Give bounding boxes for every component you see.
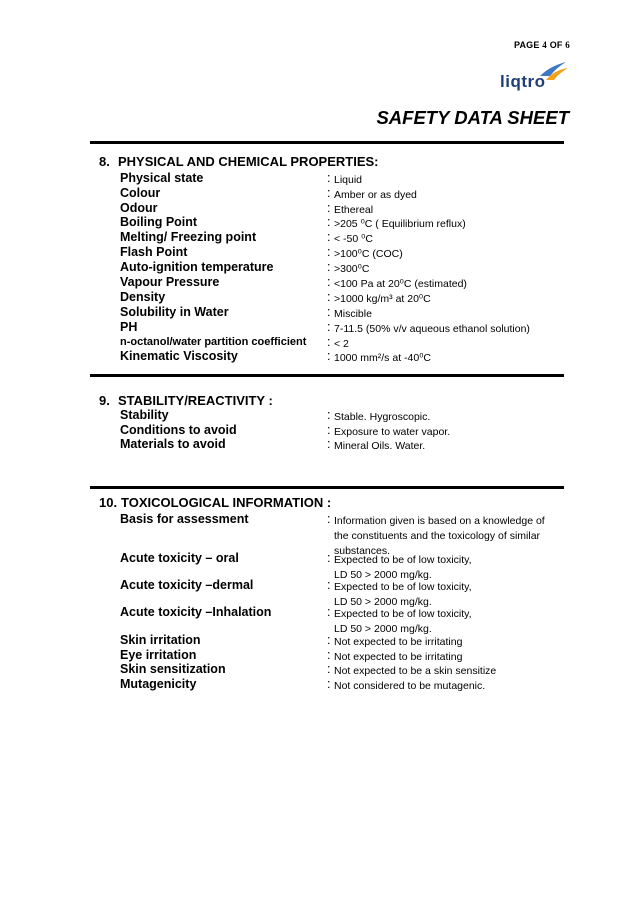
section-title	[99, 495, 331, 510]
property-label: Melting/ Freezing point	[120, 230, 257, 244]
section-heading: PHYSICAL AND CHEMICAL PROPERTIES:	[118, 154, 379, 169]
divider	[90, 374, 564, 377]
property-label: Mutagenicity	[120, 677, 197, 691]
separator-colon: :	[327, 512, 331, 526]
property-label: n-octanol/water partition coefficient	[120, 336, 307, 348]
separator-colon: :	[327, 245, 331, 259]
separator-colon: :	[327, 275, 331, 289]
separator-colon: :	[327, 605, 331, 619]
property-value: Expected to be of low toxicity, LD 50 > 2000 mg/kg.	[334, 554, 472, 581]
separator-colon: :	[327, 423, 331, 437]
property-value: < 2	[334, 338, 349, 350]
separator-colon: :	[327, 335, 331, 349]
property-label: Acute toxicity – oral	[120, 551, 239, 565]
separator-colon: :	[327, 230, 331, 244]
property-label: Kinematic Viscosity	[120, 349, 238, 363]
page-of-label: OF	[549, 40, 563, 50]
section-title	[99, 154, 379, 169]
section-heading: STABILITY/REACTIVITY :	[118, 393, 273, 408]
page-label: PAGE	[513, 40, 540, 50]
separator-colon: :	[327, 186, 331, 200]
property-value: Not expected to be irritating	[334, 636, 463, 648]
separator-colon: :	[327, 320, 331, 334]
property-value: >205 ⁰C ( Equilibrium reflux)	[334, 218, 466, 230]
liqtro-logo	[500, 60, 570, 92]
separator-colon: :	[327, 677, 331, 691]
divider	[90, 486, 564, 489]
property-value: Expected to be of low toxicity, LD 50 > 2000 mg/kg.	[334, 581, 472, 608]
property-label: Acute toxicity –Inhalation	[120, 605, 272, 619]
property-label: Auto-ignition temperature	[120, 260, 274, 274]
separator-colon: :	[327, 437, 331, 451]
property-value: Expected to be of low toxicity, LD 50 > 2000 mg/kg.	[334, 608, 472, 635]
document-title: SAFETY DATA SHEET	[376, 107, 569, 128]
separator-colon: :	[327, 662, 331, 676]
page-number	[514, 40, 570, 50]
separator-colon: :	[327, 305, 331, 319]
divider	[90, 141, 564, 144]
property-value: Liquid	[334, 174, 363, 186]
property-value: Not expected to be a skin sensitize	[334, 665, 497, 677]
property-label: Physical state	[120, 171, 204, 185]
property-label: Acute toxicity –dermal	[120, 578, 254, 592]
separator-colon: :	[327, 201, 331, 215]
property-label: Stability	[120, 408, 169, 422]
separator-colon: :	[327, 408, 331, 422]
property-value: Amber or as dyed	[334, 189, 417, 201]
separator-colon: :	[327, 633, 331, 647]
property-value: 7-11.5 (50% v/v aqueous ethanol solution)	[334, 323, 530, 335]
property-label: Solubility in Water	[120, 305, 229, 319]
separator-colon: :	[327, 578, 331, 592]
section-title	[99, 393, 273, 408]
property-label: Skin irritation	[120, 633, 201, 647]
property-value: Not expected to be irritating	[334, 651, 463, 663]
property-value: Mineral Oils. Water.	[334, 440, 426, 452]
logo-text: liqtro	[500, 72, 546, 91]
property-label: Flash Point	[120, 245, 188, 259]
separator-colon: :	[327, 551, 331, 565]
section-heading: TOXICOLOGICAL INFORMATION :	[121, 495, 332, 510]
property-value: >300⁰C	[334, 263, 370, 275]
property-label: Odour	[120, 201, 158, 215]
property-label: Colour	[120, 186, 161, 200]
property-label: Eye irritation	[120, 648, 197, 662]
page-total: 6	[565, 40, 570, 50]
property-value: Ethereal	[334, 204, 374, 216]
property-label: Vapour Pressure	[120, 275, 220, 289]
separator-colon: :	[327, 290, 331, 304]
section-number: 9.	[99, 393, 110, 408]
property-value: Stable. Hygroscopic.	[334, 411, 431, 423]
property-label: Basis for assessment	[120, 512, 249, 526]
property-label: PH	[120, 320, 138, 334]
property-value: >1000 kg/m³ at 20⁰C	[334, 293, 431, 305]
property-label: Boiling Point	[120, 215, 198, 229]
property-value: Not considered to be mutagenic.	[334, 680, 486, 692]
property-label: Density	[120, 290, 166, 304]
property-value: Information given is based on a knowledge of the constituents and the toxicology of similar substances.	[334, 515, 545, 557]
separator-colon: :	[327, 260, 331, 274]
property-value: 1000 mm²/s at -40⁰C	[334, 352, 431, 364]
property-value: < -50 ⁰C	[334, 233, 373, 245]
separator-colon: :	[327, 215, 331, 229]
property-value: <100 Pa at 20⁰C (estimated)	[334, 278, 467, 290]
separator-colon: :	[327, 648, 331, 662]
property-value: >100⁰C (COC)	[334, 248, 403, 260]
separator-colon: :	[327, 171, 331, 185]
property-label: Conditions to avoid	[120, 423, 237, 437]
section-number: 10.	[99, 495, 118, 510]
property-label: Materials to avoid	[120, 437, 226, 451]
property-label: Skin sensitization	[120, 662, 226, 676]
property-value: Miscible	[334, 308, 372, 320]
page-current: 4	[542, 40, 547, 50]
separator-colon: :	[327, 349, 331, 363]
property-value: Exposure to water vapor.	[334, 426, 451, 438]
section-number: 8.	[99, 154, 110, 169]
